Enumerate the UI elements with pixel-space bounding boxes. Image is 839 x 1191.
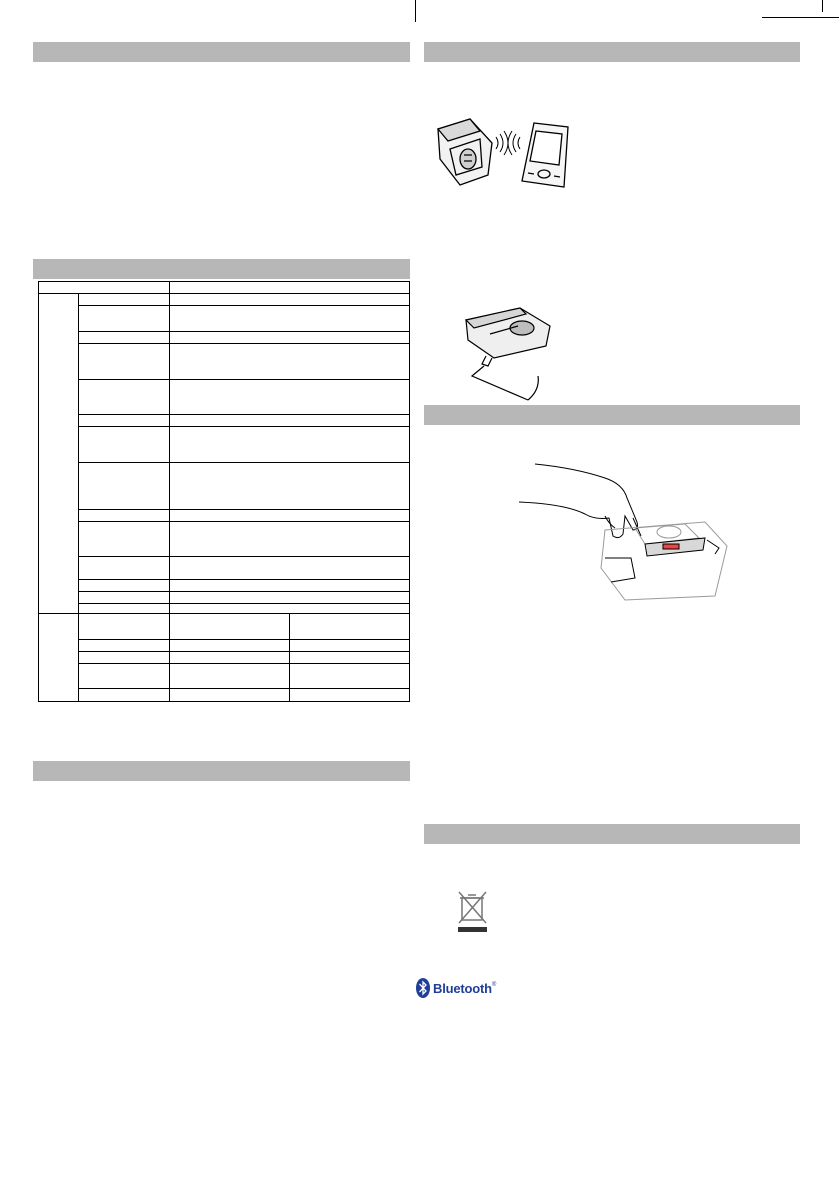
bluetooth-wordmark: Bluetooth	[433, 980, 492, 996]
crop-mark-right-h	[762, 17, 839, 18]
spec-table	[38, 281, 410, 702]
hand-opening-printer-illustration	[515, 458, 735, 603]
section-bar-right-3	[424, 824, 800, 844]
bluetooth-logo	[416, 978, 526, 998]
section-bar-left-2	[33, 259, 410, 279]
section-bar-right-1	[424, 42, 800, 62]
section-bar-left-3	[33, 761, 410, 781]
section-bar-right-2	[424, 405, 800, 425]
printer-phone-wireless-illustration	[430, 115, 580, 190]
printer-cable-illustration	[460, 300, 560, 406]
trademark-mark: ®	[491, 982, 497, 988]
bluetooth-icon	[416, 978, 430, 998]
section-bar-left-1	[33, 42, 410, 62]
crop-mark-top	[415, 0, 416, 22]
crop-mark-right-top	[822, 0, 823, 12]
weee-crossed-bin-icon	[455, 889, 490, 934]
